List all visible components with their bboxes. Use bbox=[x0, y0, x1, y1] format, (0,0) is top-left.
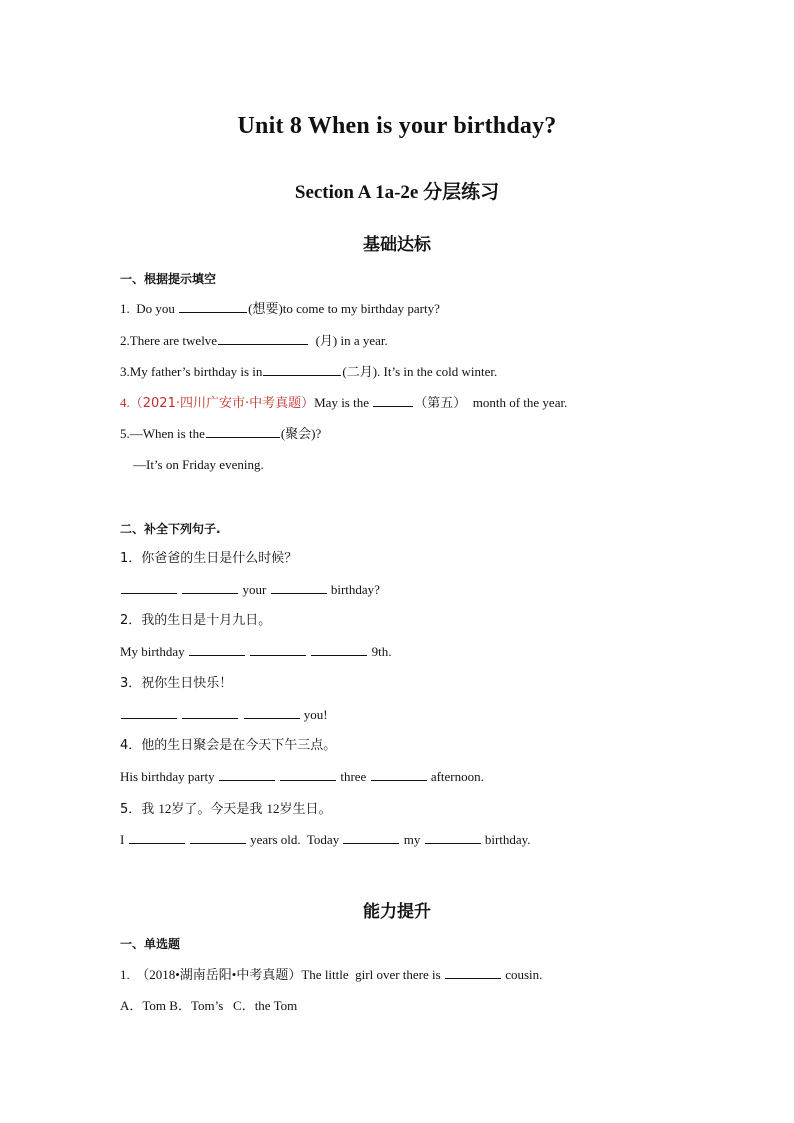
single-choice-heading: 一、单选题 bbox=[120, 937, 181, 951]
answer-blank[interactable] bbox=[445, 966, 501, 979]
question-text: three bbox=[340, 769, 367, 784]
question-text: (想要)to come to my birthday party? bbox=[248, 301, 440, 316]
question-text: you! bbox=[303, 707, 328, 722]
question-text: （第五） month of the year. bbox=[414, 395, 568, 410]
question-text: 岁了。今天是我 bbox=[171, 802, 267, 817]
answer-blank[interactable] bbox=[129, 831, 185, 844]
question-2-2-chinese: 2．我的生日是十月九日。 bbox=[120, 613, 272, 628]
question-number: 4. bbox=[120, 395, 130, 410]
question-text: afternoon. bbox=[430, 769, 484, 784]
question-2-4-chinese: 4．他的生日聚会是在今天下午三点。 bbox=[120, 738, 337, 753]
question-text: (聚会)? bbox=[280, 426, 322, 441]
answer-blank[interactable] bbox=[343, 831, 399, 844]
question-text: 岁生日。 bbox=[279, 802, 332, 817]
question-2-3-chinese: 3．祝你生日快乐！ bbox=[120, 676, 233, 691]
question-text: 1. Do you bbox=[120, 301, 179, 316]
question-text: (月) in a year. bbox=[309, 333, 388, 348]
question-text: 3.My father’s birthday is in bbox=[120, 364, 263, 379]
question-text: 1. （2018•湖南岳阳•中考真题）The little girl over there is bbox=[120, 967, 444, 982]
question-1-4 bbox=[120, 394, 567, 413]
question-1-1 bbox=[120, 300, 440, 318]
answer-blank[interactable] bbox=[219, 768, 275, 781]
page-subtitle: Section A 1a-2e 分层练习 bbox=[294, 182, 500, 203]
part2-heading: 二、补全下列句子. bbox=[120, 522, 221, 536]
answer-blank[interactable] bbox=[189, 643, 245, 656]
answer-blank[interactable] bbox=[371, 768, 427, 781]
question-text: 2.There are twelve bbox=[120, 333, 218, 348]
question-text: I bbox=[120, 832, 125, 847]
answer-blank[interactable] bbox=[244, 706, 300, 719]
choice-question-1 bbox=[120, 966, 542, 984]
answer-blank[interactable] bbox=[263, 363, 341, 376]
answer-blank[interactable] bbox=[280, 768, 336, 781]
question-2-1 bbox=[120, 581, 380, 599]
question-text: 12 bbox=[266, 801, 280, 816]
question-text: years old. Today bbox=[250, 832, 340, 847]
answer-blank[interactable] bbox=[121, 706, 177, 719]
question-text: birthday? bbox=[330, 582, 380, 597]
question-text: 9th. bbox=[371, 644, 392, 659]
part1-heading: 一、根据提示填空 bbox=[120, 272, 217, 286]
question-text: your bbox=[242, 582, 267, 597]
question-source: （2021·四川广安市·中考真题） bbox=[129, 396, 315, 411]
question-text: 5．我 bbox=[120, 802, 159, 817]
answer-blank[interactable] bbox=[182, 706, 238, 719]
question-2-1-chinese: 1．你爸爸的生日是什么时候？ bbox=[120, 551, 298, 566]
question-text: My birthday bbox=[120, 644, 185, 659]
question-1-2 bbox=[120, 332, 388, 350]
question-text: birthday. bbox=[484, 832, 531, 847]
answer-blank[interactable] bbox=[250, 643, 306, 656]
question-1-5-answer: —It’s on Friday evening. bbox=[133, 457, 264, 472]
answer-blank[interactable] bbox=[206, 425, 280, 438]
answer-blank[interactable] bbox=[218, 332, 308, 345]
answer-blank[interactable] bbox=[271, 581, 327, 594]
answer-blank[interactable] bbox=[311, 643, 367, 656]
question-text: my bbox=[403, 832, 421, 847]
section-title-advanced: 能力提升 bbox=[363, 902, 431, 921]
question-text: May is the bbox=[314, 395, 373, 410]
question-2-3 bbox=[120, 706, 328, 724]
answer-blank[interactable] bbox=[373, 394, 413, 407]
answer-blank[interactable] bbox=[190, 831, 246, 844]
answer-blank[interactable] bbox=[179, 300, 247, 313]
question-text: 5.—When is the bbox=[120, 426, 205, 441]
question-text: (二月). It’s in the cold winter. bbox=[342, 364, 498, 379]
question-1-3 bbox=[120, 363, 497, 381]
question-2-5-chinese bbox=[120, 800, 332, 819]
question-text: 12 bbox=[158, 801, 172, 816]
question-2-5 bbox=[120, 831, 531, 849]
answer-blank[interactable] bbox=[182, 581, 238, 594]
question-2-4 bbox=[120, 768, 484, 786]
choice-question-1-options: A．Tom B．Tom’s C．the Tom bbox=[120, 998, 298, 1013]
question-2-2 bbox=[120, 643, 392, 661]
page-title: Unit 8 When is your birthday? bbox=[237, 113, 557, 139]
question-text: His birthday party bbox=[120, 769, 215, 784]
answer-blank[interactable] bbox=[121, 581, 177, 594]
question-text: cousin. bbox=[501, 967, 543, 982]
answer-blank[interactable] bbox=[425, 831, 481, 844]
section-title-basic: 基础达标 bbox=[363, 235, 431, 254]
question-1-5 bbox=[120, 425, 321, 443]
